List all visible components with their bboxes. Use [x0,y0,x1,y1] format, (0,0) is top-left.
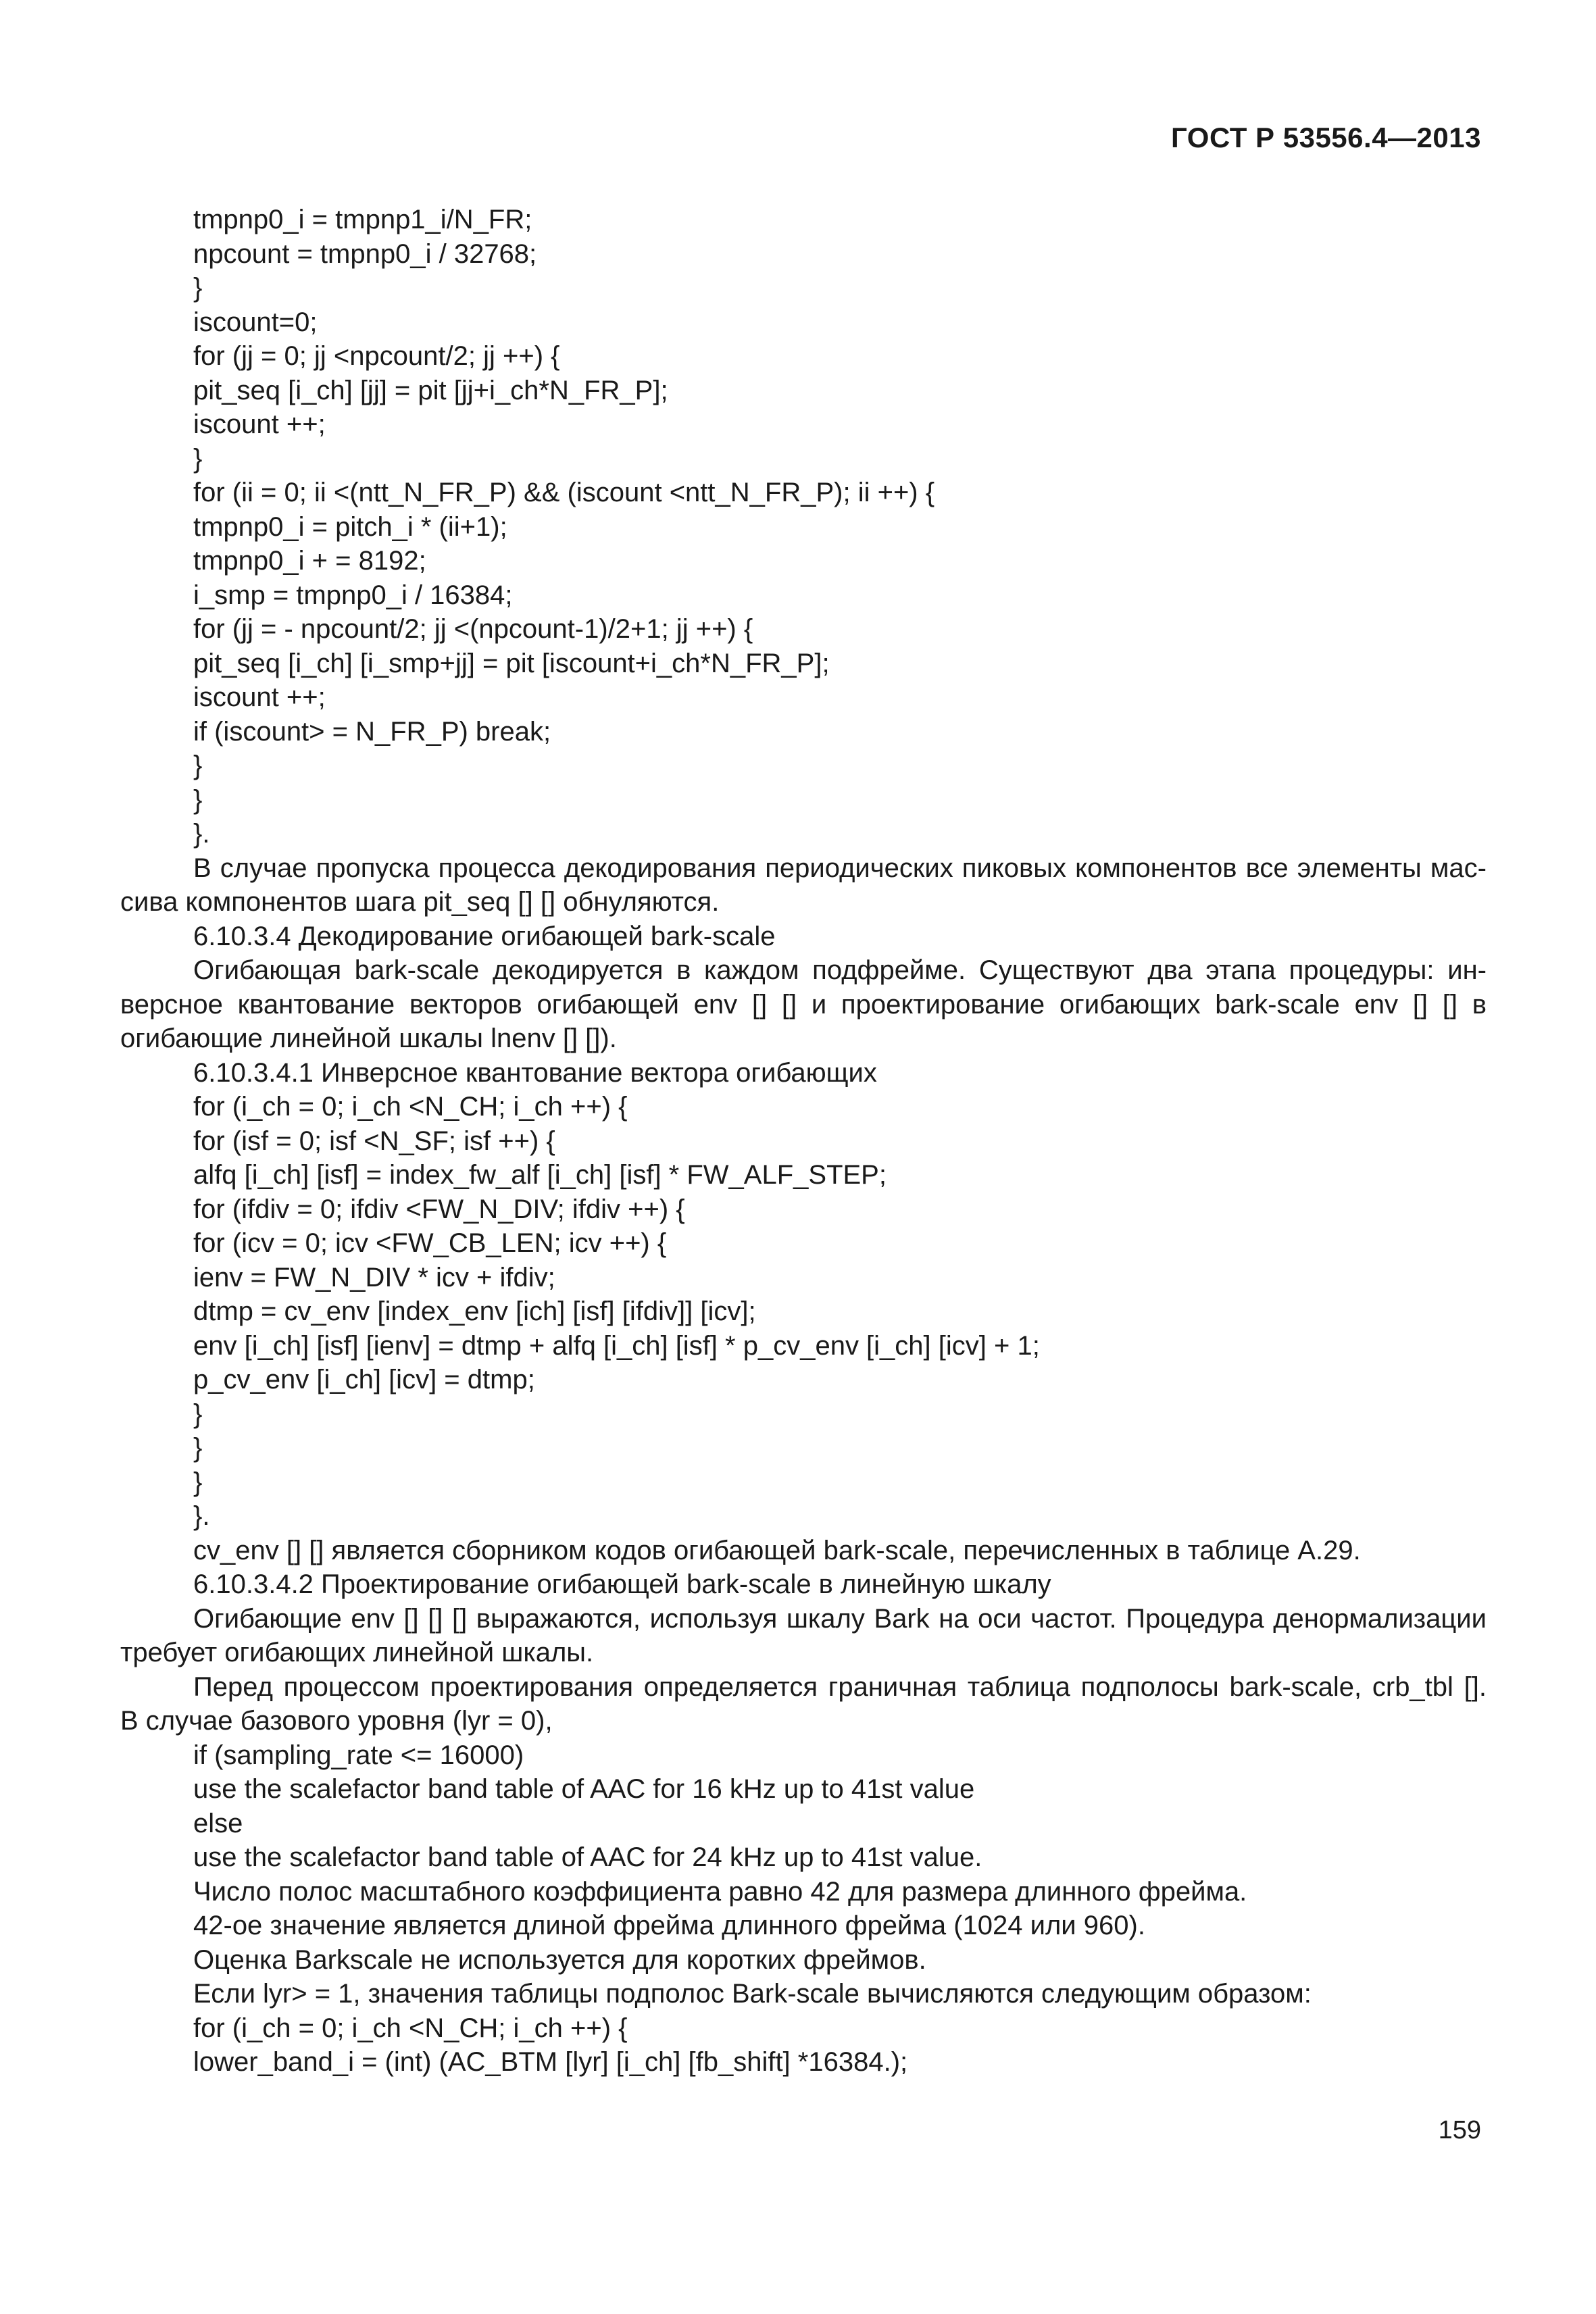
text-line: pit_seq [i_ch] [jj] = pit [jj+i_ch*N_FR_P]; [193,375,668,405]
text-line: iscount=0; [193,307,318,337]
text-line: требует огибающих линейной шкалы. [120,1638,594,1667]
text-line: } [193,1433,203,1463]
text-line: 6.10.3.4 Декодирование огибающей bark-scale [193,921,776,951]
text-line: lower_band_i = (int) (AC_BTM [lyr] [i_ch] [fb_shift] *16384.); [193,2047,908,2077]
text-line: for (ifdiv = 0; ifdiv <FW_N_DIV; ifdiv ++) { [193,1194,685,1224]
text-line: for (i_ch = 0; i_ch <N_CH; i_ch ++) { [193,2013,628,2043]
text-line: pit_seq [i_ch] [i_smp+jj] = pit [iscount+i_ch*N_FR_P]; [193,648,830,678]
text-line: огибающие линейной шкалы lnenv [] []). [120,1024,617,1053]
page-body [120,203,1487,2080]
text-line: 6.10.3.4.1 Инверсное квантование вектора огибающих [193,1057,877,1088]
text-line: }. [193,1501,210,1531]
text-line: for (icv = 0; icv <FW_CB_LEN; icv ++) { [193,1228,667,1258]
text-line: В случае базового уровня (lyr = 0), [120,1706,553,1736]
text-line: i_smp = tmpnp0_i / 16384; [193,580,513,610]
text-line: Огибающая bark-scale декодируется в каждом подфрейме. Существуют два этапа процедуры: ин- [193,955,1487,985]
text-line: for (i_ch = 0; i_ch <N_CH; i_ch ++) { [193,1092,628,1122]
text-line: tmpnp0_i + = 8192; [193,546,426,576]
text-line: }. [193,819,210,849]
text-line: Если lyr> = 1, значения таблицы подполос Bark-scale вычисляются следующим образом: [193,1979,1312,2009]
text-line: iscount ++; [193,682,326,712]
text-line: ienv = FW_N_DIV * icv + ifdiv; [193,1262,555,1292]
text-line: } [193,1399,203,1429]
text-line: 42-ое значение является длиной фрейма длинного фрейма (1024 или 960). [193,1911,1145,1940]
page-number: 159 [1438,2116,1481,2144]
document-header: ГОСТ Р 53556.4—2013 [1171,122,1481,153]
text-line: } [193,1467,203,1497]
text-line: iscount ++; [193,409,326,439]
text-line: p_cv_env [i_ch] [icv] = dtmp; [193,1365,535,1394]
text-line: Число полос масштабного коэффициента равно 42 для размера длинного фрейма. [193,1876,1247,1907]
text-line: env [i_ch] [isf] [ienv] = dtmp + alfq [i_ch] [isf] * p_cv_env [i_ch] [icv] + 1; [193,1330,1040,1361]
text-line: } [193,751,203,780]
text-line: Перед процессом проектирования определяется граничная таблица подполосы bark-scale, crb_tbl []. [193,1671,1487,1702]
text-line: } [193,784,203,815]
text-line: for (jj = - npcount/2; jj <(npcount-1)/2+1; jj ++) { [193,614,753,644]
text-line: В случае пропуска процесса декодирования периодических пиковых компонентов все элементы мас- [193,853,1487,883]
text-line: use the scalefactor band table of AAC for 24 kHz up to 41st value. [193,1842,982,1872]
text-line: for (isf = 0; isf <N_SF; isf ++) { [193,1126,555,1156]
text-line: if (sampling_rate <= 16000) [193,1740,524,1770]
text-line: tmpnp0_i = pitch_i * (ii+1); [193,511,507,542]
text-line: npcount = tmpnp0_i / 32768; [193,238,537,269]
text-line: Оценка Barkscale не используется для коротких фреймов. [193,1944,926,1975]
text-line: alfq [i_ch] [isf] = index_fw_alf [i_ch] [isf] * FW_ALF_STEP; [193,1160,887,1190]
text-line: cv_env [] [] является сборником кодов огибающей bark-scale, перечисленных в таблице А.29. [193,1535,1361,1565]
text-line: 6.10.3.4.2 Проектирование огибающей bark-scale в линейную шкалу [193,1569,1051,1599]
text-line: сива компонентов шага pit_seq [] [] обнуляются. [120,887,720,917]
text-line: tmpnp0_i = tmpnp1_i/N_FR; [193,205,532,234]
text-line: версное квантование векторов огибающей env [] [] и проектирование огибающих bark-scale env [] [] в [120,989,1487,1020]
text-line: dtmp = cv_env [index_env [ich] [isf] [ifdiv]] [icv]; [193,1297,756,1326]
text-line: } [193,273,203,303]
text-line: } [193,443,203,474]
text-line: else [193,1808,243,1838]
text-line: for (ii = 0; ii <(ntt_N_FR_P) && (iscount <ntt_N_FR_P); ii ++) { [193,478,935,507]
text-line: Огибающие env [] [] [] выражаются, используя шкалу Bark на оси частот. Процедура денормализации [193,1603,1487,1634]
text-line: for (jj = 0; jj <npcount/2; jj ++) { [193,341,560,371]
text-line: if (iscount> = N_FR_P) break; [193,716,551,747]
text-line: use the scalefactor band table of AAC for 16 kHz up to 41st value [193,1774,975,1804]
